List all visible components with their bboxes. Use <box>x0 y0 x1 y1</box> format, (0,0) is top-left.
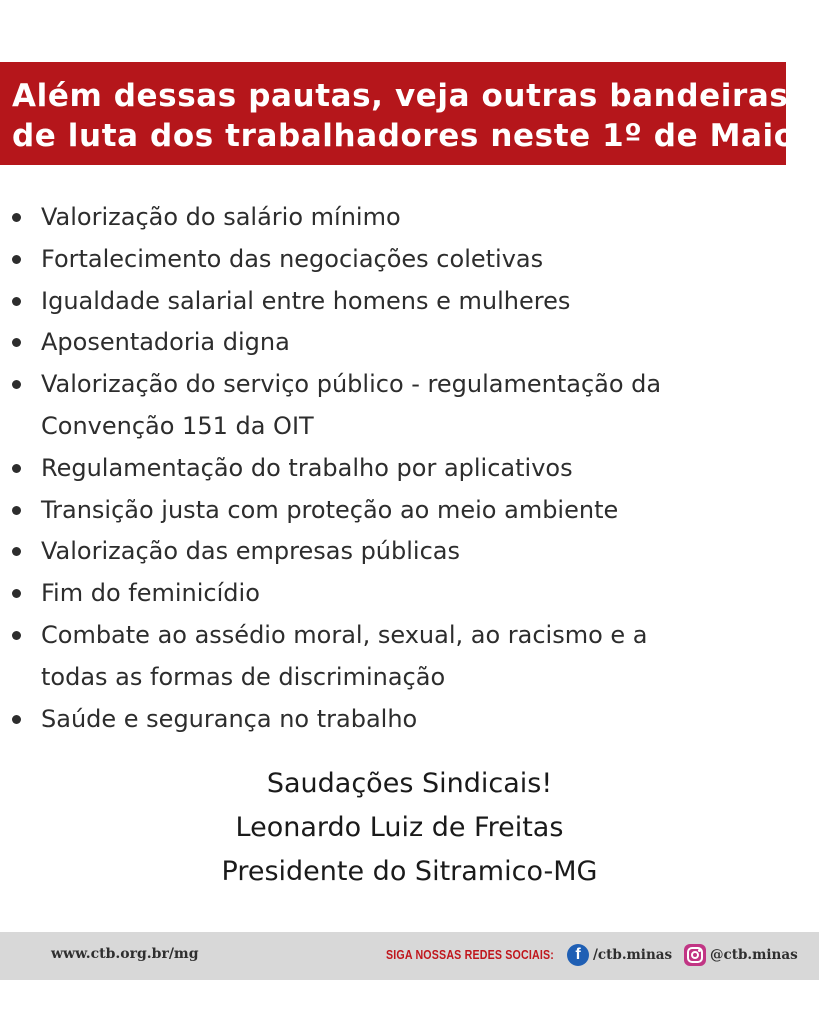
facebook-icon: f <box>567 944 589 966</box>
list-item <box>0 281 800 323</box>
demands-list <box>0 197 800 740</box>
list-item-text: Valorização das empresas públicas <box>41 537 460 566</box>
banner-line-1: Além dessas pautas, veja outras bandeiras <box>12 78 789 114</box>
greeting: Saudações Sindicais! <box>266 768 553 799</box>
list-item-text: Igualdade salarial entre homens e mulheres <box>41 286 571 315</box>
signatory-title: Presidente do Sitramico-MG <box>221 856 598 887</box>
list-item-continuation <box>0 657 800 699</box>
bullet-icon <box>12 715 21 724</box>
bullet-icon <box>12 506 21 515</box>
social-label: SIGA NOSSAS REDES SOCIAIS: <box>386 947 554 962</box>
instagram-handle: @ctb.minas <box>710 947 798 963</box>
list-item-text: todas as formas de discriminação <box>41 662 446 691</box>
list-item <box>0 615 800 657</box>
bullet-icon <box>12 631 21 640</box>
list-item <box>0 197 800 239</box>
bullet-icon <box>12 380 21 389</box>
instagram-icon <box>684 944 706 966</box>
list-item-text: Saúde e segurança no trabalho <box>41 704 418 733</box>
bullet-icon <box>12 255 21 264</box>
list-item <box>0 531 800 573</box>
list-item <box>0 699 800 741</box>
website-link[interactable]: www.ctb.org.br/mg <box>51 946 199 962</box>
list-item <box>0 448 800 490</box>
list-item <box>0 322 800 364</box>
bullet-icon <box>12 464 21 473</box>
facebook-handle: /ctb.minas <box>593 947 673 963</box>
title-banner <box>0 62 809 165</box>
bullet-icon <box>12 213 21 222</box>
list-item <box>0 239 800 281</box>
list-item <box>0 573 800 615</box>
list-item-text: Transição justa com proteção ao meio ambiente <box>41 495 619 524</box>
list-item-text: Convenção 151 da OIT <box>41 411 314 440</box>
list-item <box>0 364 800 406</box>
list-item-text: Regulamentação do trabalho por aplicativos <box>41 453 573 482</box>
banner-line-2: de luta dos trabalhadores neste 1º de Maio: <box>12 118 809 154</box>
list-item-continuation <box>0 406 800 448</box>
list-item-text: Combate ao assédio moral, sexual, ao racismo e a <box>41 620 648 649</box>
bullet-icon <box>12 589 21 598</box>
signatory-name: Leonardo Luiz de Freitas <box>235 812 564 843</box>
bullet-icon <box>12 338 21 347</box>
signature-block <box>0 762 819 894</box>
bullet-icon <box>12 297 21 306</box>
bullet-icon <box>12 547 21 556</box>
list-item <box>0 490 800 532</box>
list-item-text: Aposentadoria digna <box>41 328 290 357</box>
facebook-link[interactable] <box>567 944 672 966</box>
list-item-text: Valorização do salário mínimo <box>41 203 401 231</box>
footer-bar <box>0 932 819 980</box>
list-item-text: Fim do feminicídio <box>41 579 260 608</box>
instagram-link[interactable] <box>684 944 798 966</box>
list-item-text: Fortalecimento das negociações coletivas <box>41 244 544 273</box>
list-item-text: Valorização do serviço público - regulamentação da <box>41 370 662 399</box>
